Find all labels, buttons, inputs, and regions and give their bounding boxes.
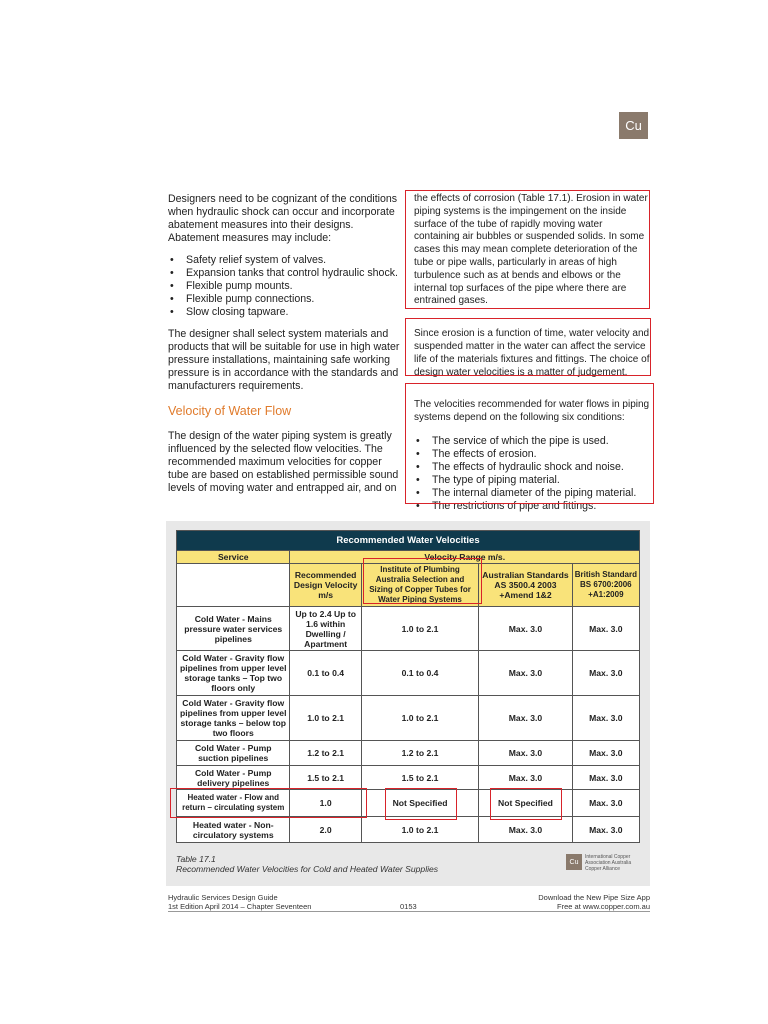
service-cell: Cold Water - Pump delivery pipelines bbox=[177, 766, 290, 790]
caption-text: Recommended Water Velocities for Cold and Heated Water Supplies bbox=[176, 864, 439, 874]
footer-right bbox=[520, 893, 650, 911]
table-row bbox=[177, 607, 640, 651]
table-row bbox=[177, 766, 640, 790]
highlight-box-as-not-specified bbox=[490, 788, 562, 820]
service-cell: Cold Water - Mains pressure water services pipelines bbox=[177, 607, 290, 651]
value-cell: 2.0 bbox=[290, 817, 361, 843]
table-row bbox=[177, 651, 640, 696]
intro-paragraph: Designers need to be cognizant of the conditions when hydraulic shock can occur and incorporate abatement measures into their designs. Abatement measures may include: bbox=[168, 193, 398, 244]
footer-left bbox=[168, 893, 311, 911]
section-heading: Velocity of Water Flow bbox=[168, 404, 292, 418]
footer-divider bbox=[168, 911, 650, 912]
materials-paragraph: The designer shall select system materials and products that will be suitable for use in high water pressure installations, maintaining safe working pressure is in accordance with the standards and manufacturers requirements. bbox=[168, 328, 400, 392]
service-cell: Cold Water - Gravity flow pipelines from upper level storage tanks – below top two floors bbox=[177, 696, 290, 741]
value-cell: Max. 3.0 bbox=[572, 766, 639, 790]
value-cell: Max. 3.0 bbox=[572, 651, 639, 696]
value-cell: 1.0 to 2.1 bbox=[361, 817, 479, 843]
table-caption bbox=[176, 854, 438, 874]
range-header: Velocity Range m/s. bbox=[290, 551, 640, 564]
list-item: • The internal diameter of the piping material. bbox=[414, 487, 650, 500]
value-cell: Up to 2.4 Up to 1.6 within Dwelling / Apartment bbox=[290, 607, 361, 651]
ica-logo-text: International Copper Association Australia Copper Alliance bbox=[585, 854, 632, 872]
value-cell: Max. 3.0 bbox=[479, 696, 572, 741]
list-item: • The type of piping material. bbox=[414, 474, 650, 487]
value-cell: Max. 3.0 bbox=[479, 607, 572, 651]
value-cell: 1.2 to 2.1 bbox=[361, 741, 479, 766]
list-item: • Flexible pump connections. bbox=[168, 293, 404, 306]
highlight-box-corrosion bbox=[405, 190, 650, 309]
corrosion-paragraph: the effects of corrosion (Table 17.1). Erosion in water piping systems is the impingement on the inside surface of the tube of rapidly moving water containing air bubbles or suspended solids. In some cases this may mean complete deterioration of the tube or pipe walls, particularly in areas of high turbulence such as at bends and elbows or the internal top surfaces of the pipe where there are entrained gases. bbox=[414, 193, 648, 307]
abatement-list bbox=[168, 254, 404, 319]
value-cell: Max. 3.0 bbox=[572, 696, 639, 741]
list-item: • The service of which the pipe is used. bbox=[414, 435, 650, 448]
list-item: • Expansion tanks that control hydraulic shock. bbox=[168, 267, 404, 280]
velocity-paragraph: The design of the water piping system is greatly influenced by the selected flow velocities. The recommended maximum velocities for copper tube are based on established permissible sound levels of moving water and entrapped air, and on bbox=[168, 430, 399, 494]
value-cell: Max. 3.0 bbox=[572, 790, 639, 817]
value-cell: Max. 3.0 bbox=[572, 817, 639, 843]
footer-edition: 1st Edition April 2014 – Chapter Seventeen bbox=[168, 902, 312, 911]
footer-guide-title: Hydraulic Services Design Guide bbox=[168, 893, 278, 902]
table-row bbox=[177, 817, 640, 843]
list-item: • The restrictions of pipe and fittings. bbox=[414, 500, 650, 513]
value-cell: 1.0 to 2.1 bbox=[290, 696, 361, 741]
value-cell: Max. 3.0 bbox=[479, 766, 572, 790]
value-cell: Max. 3.0 bbox=[479, 817, 572, 843]
value-cell: 1.0 to 2.1 bbox=[361, 607, 479, 651]
service-cell: Heated water - Non-circulatory systems bbox=[177, 817, 290, 843]
ica-logo bbox=[566, 854, 645, 872]
left-column bbox=[168, 193, 404, 495]
value-cell: 0.1 to 0.4 bbox=[361, 651, 479, 696]
value-cell: 1.5 to 2.1 bbox=[290, 766, 361, 790]
table-title: Recommended Water Velocities bbox=[177, 531, 640, 551]
value-cell: Max. 3.0 bbox=[479, 651, 572, 696]
value-cell: 1.0 to 2.1 bbox=[361, 696, 479, 741]
value-cell: 1.2 to 2.1 bbox=[290, 741, 361, 766]
service-cell: Cold Water - Pump suction pipelines bbox=[177, 741, 290, 766]
page-number: 0153 bbox=[400, 902, 417, 911]
conditions-paragraph: The velocities recommended for water flows in piping systems depend on the following six conditions: bbox=[414, 399, 650, 424]
service-header: Service bbox=[177, 551, 290, 564]
list-item: • Safety relief system of valves. bbox=[168, 254, 404, 267]
service-cell: Cold Water - Gravity flow pipelines from upper level storage tanks – Top two floors only bbox=[177, 651, 290, 696]
highlight-box-ipa-not-specified bbox=[385, 788, 457, 820]
value-cell: 1.0 bbox=[290, 790, 361, 817]
highlight-box-conditions bbox=[405, 383, 654, 504]
highlight-box-erosion bbox=[405, 318, 651, 376]
service-cell: Heated water - Flow and return – circulating system bbox=[177, 790, 290, 817]
ica-logo-mark: Cu bbox=[566, 854, 582, 870]
list-item: • Slow closing tapware. bbox=[168, 306, 404, 319]
erosion-paragraph: Since erosion is a function of time, water velocity and suspended matter in the water can affect the service life of the materials fixtures and fittings. The choice of design water velocities is a matter of judgement. bbox=[414, 328, 650, 378]
footer-app-promo: Download the New Pipe Size App bbox=[538, 893, 650, 902]
col-header: Recommended Design Velocity m/s bbox=[290, 564, 361, 607]
caption-label: Table 17.1 bbox=[176, 854, 216, 864]
highlight-box-ipa-header bbox=[363, 558, 482, 604]
list-item: • The effects of hydraulic shock and noise. bbox=[414, 461, 650, 474]
list-item: • Flexible pump mounts. bbox=[168, 280, 404, 293]
table-row bbox=[177, 696, 640, 741]
footer-url[interactable]: Free at www.copper.com.au bbox=[557, 902, 650, 911]
cu-logo: Cu bbox=[619, 112, 648, 139]
table-row bbox=[177, 741, 640, 766]
list-item: • The effects of erosion. bbox=[414, 448, 650, 461]
col-header: Australian Standards AS 3500.4 2003 +Amend 1&2 bbox=[479, 564, 572, 607]
col-header: British Standard BS 6700:2006 +A1:2009 bbox=[572, 564, 639, 607]
value-cell: Max. 3.0 bbox=[572, 741, 639, 766]
value-cell: Not Specified bbox=[479, 790, 572, 817]
value-cell: Max. 3.0 bbox=[479, 741, 572, 766]
highlight-box-heated-service bbox=[170, 788, 367, 818]
value-cell: 1.5 to 2.1 bbox=[361, 766, 479, 790]
value-cell: 0.1 to 0.4 bbox=[290, 651, 361, 696]
value-cell: Max. 3.0 bbox=[572, 607, 639, 651]
value-cell: Not Specified bbox=[361, 790, 479, 817]
col-header: Institute of Plumbing Australia Selection and Sizing of Copper Tubes for Water Piping Systems bbox=[361, 564, 479, 607]
